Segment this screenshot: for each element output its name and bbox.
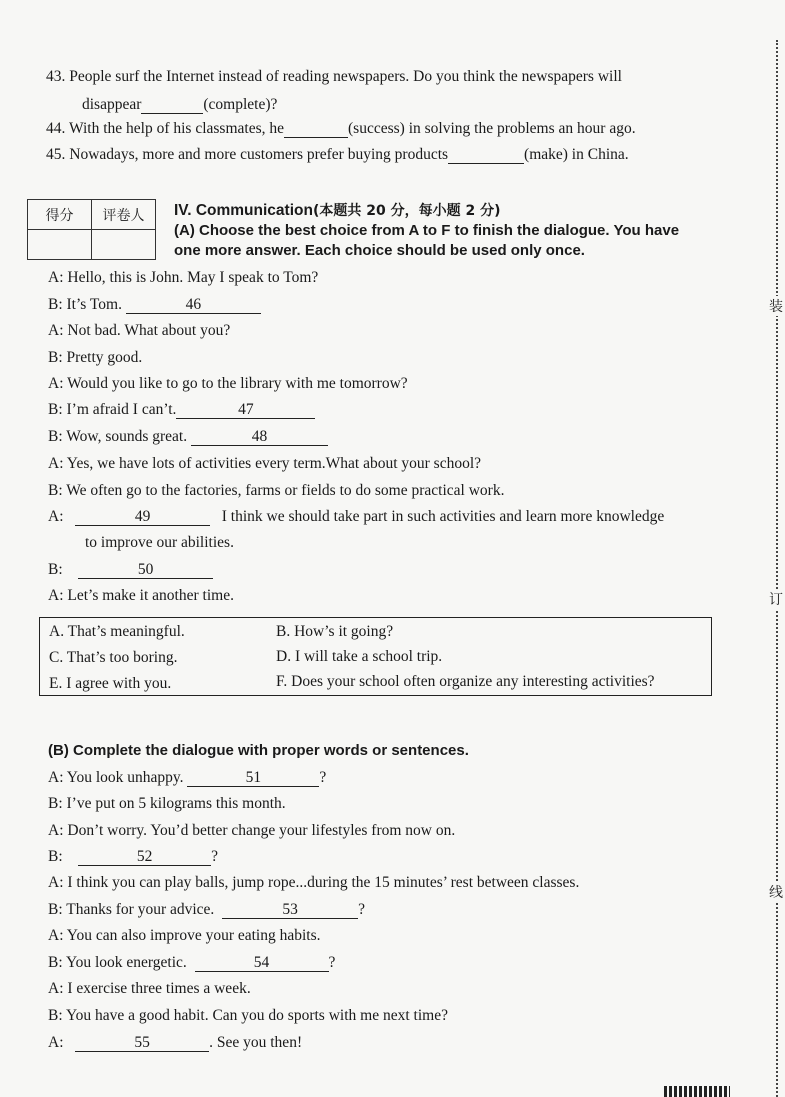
q-mark-52: ? xyxy=(211,848,219,865)
question-43-line2 xyxy=(82,95,277,115)
score-table xyxy=(27,199,156,260)
blank-54[interactable]: 54 xyxy=(195,955,329,972)
blank-52[interactable]: 52 xyxy=(78,849,211,866)
blank-50[interactable]: 50 xyxy=(78,562,213,579)
blank-51[interactable]: 51 xyxy=(187,770,319,787)
part-b-line-2: B: I’ve put on 5 kilograms this month. xyxy=(48,795,286,812)
score-cell[interactable] xyxy=(28,230,92,260)
dialogue-a-line-10 xyxy=(48,507,664,527)
part-b-line-9: A: I exercise three times a week. xyxy=(48,980,251,997)
part-b-line-6 xyxy=(48,900,365,920)
part-b-text-8: B: You look energetic. xyxy=(48,954,187,971)
part-b-text-6: B: Thanks for your advice. xyxy=(48,901,215,918)
part-b-line-3: A: Don’t worry. You’d better change your lifestyles from now on. xyxy=(48,822,456,839)
qr-code-image xyxy=(664,1086,730,1097)
dialogue-a-line-9: B: We often go to the factories, farms or fields to do some practical work. xyxy=(48,482,505,499)
dialogue-a-text-10: I think we should take part in such activities and learn more knowledge xyxy=(221,508,665,525)
q43-blank[interactable] xyxy=(141,97,203,114)
dialogue-a-line-8: A: Yes, we have lots of activities every term.What about your school? xyxy=(48,455,482,472)
part-b-line-5: A: I think you can play balls, jump rope...during the 15 minutes’ rest between classes. xyxy=(48,874,580,891)
q44-pre: 44. With the help of his classmates, he xyxy=(46,120,285,137)
choices-box xyxy=(39,617,712,696)
choice-b: B. How’s it going? xyxy=(276,623,394,640)
part-a-instruction-line1: (A) Choose the best choice from A to F to finish the dialogue. You have xyxy=(174,222,680,239)
q44-post: (success) in solving the problems an hour ago. xyxy=(348,120,636,137)
binding-char-2: 订 xyxy=(769,589,783,609)
q-mark-53: ? xyxy=(358,901,365,918)
q45-blank[interactable] xyxy=(448,147,524,164)
binding-char-3: 线 xyxy=(769,882,783,902)
dialogue-a-line-7 xyxy=(48,427,328,447)
section-4-title-en: IV. Communication xyxy=(174,202,313,219)
grader-header: 评卷人 xyxy=(92,200,156,230)
part-b-line-4 xyxy=(48,847,218,867)
dialogue-a-text-6: B: I’m afraid I can’t. xyxy=(48,401,177,418)
q45-post: (make) in China. xyxy=(524,146,629,163)
question-45 xyxy=(46,145,629,165)
choice-e: E. I agree with you. xyxy=(49,675,172,692)
question-44 xyxy=(46,119,636,139)
binding-char-1: 装 xyxy=(769,296,783,316)
part-b-title: (B) Complete the dialogue with proper words or sentences. xyxy=(48,742,469,759)
blank-49[interactable]: 49 xyxy=(75,509,210,526)
dialogue-a-line-12 xyxy=(48,560,213,580)
binding-line xyxy=(776,40,782,1097)
blank-53[interactable]: 53 xyxy=(222,902,358,919)
q45-pre: 45. Nowadays, more and more customers prefer buying products xyxy=(46,146,449,163)
q43-pre: disappear xyxy=(82,96,142,113)
choice-f: F. Does your school often organize any interesting activities? xyxy=(276,673,655,690)
blank-48[interactable]: 48 xyxy=(191,429,328,446)
dialogue-a-line-11: to improve our abilities. xyxy=(85,534,234,551)
q44-blank[interactable] xyxy=(284,121,348,138)
dialogue-a-speaker-12: B: xyxy=(48,561,63,578)
dialogue-a-line-13: A: Let’s make it another time. xyxy=(48,587,234,604)
part-b-speaker-4: B: xyxy=(48,848,63,865)
part-b-text-1: A: You look unhappy. xyxy=(48,769,184,786)
dialogue-a-line-5: A: Would you like to go to the library with me tomorrow? xyxy=(48,375,408,392)
part-b-line-10: B: You have a good habit. Can you do sports with me next time? xyxy=(48,1007,448,1024)
dialogue-a-line-4: B: Pretty good. xyxy=(48,349,143,366)
dialogue-a-line-3: A: Not bad. What about you? xyxy=(48,322,231,339)
blank-55[interactable]: 55 xyxy=(75,1035,209,1052)
choice-c: C. That’s too boring. xyxy=(49,649,178,666)
dialogue-a-text-2: B: It’s Tom. xyxy=(48,296,122,313)
dialogue-a-line-1: A: Hello, this is John. May I speak to Tom? xyxy=(48,269,319,286)
part-b-line-1 xyxy=(48,768,326,788)
dialogue-a-text-7: B: Wow, sounds great. xyxy=(48,428,188,445)
blank-46[interactable]: 46 xyxy=(126,297,261,314)
part-a-instruction-line2: one more answer. Each choice should be used only once. xyxy=(174,242,585,259)
question-43-line1: 43. People surf the Internet instead of reading newspapers. Do you think the newspapers will xyxy=(46,68,622,85)
score-header: 得分 xyxy=(28,200,92,230)
part-b-speaker-11: A: xyxy=(48,1034,64,1051)
dialogue-a-speaker-10: A: xyxy=(48,508,64,525)
section-4-title-cn: (本题共 20 分，每小题 2 分) xyxy=(312,203,501,219)
choice-d: D. I will take a school trip. xyxy=(276,648,443,665)
section-4-title xyxy=(174,201,500,221)
grader-cell[interactable] xyxy=(92,230,156,260)
dialogue-a-line-6 xyxy=(48,400,315,420)
dialogue-a-line-2 xyxy=(48,295,261,315)
q43-post: (complete)? xyxy=(203,96,278,113)
part-b-line-11 xyxy=(48,1033,302,1053)
part-b-line-8 xyxy=(48,953,335,973)
choice-a: A. That’s meaningful. xyxy=(49,623,185,640)
q-mark-51: ? xyxy=(319,769,327,786)
q-mark-54: ? xyxy=(328,954,336,971)
blank-47[interactable]: 47 xyxy=(176,402,315,419)
part-b-text-11: . See you then! xyxy=(209,1034,303,1051)
part-b-line-7: A: You can also improve your eating habits. xyxy=(48,927,321,944)
